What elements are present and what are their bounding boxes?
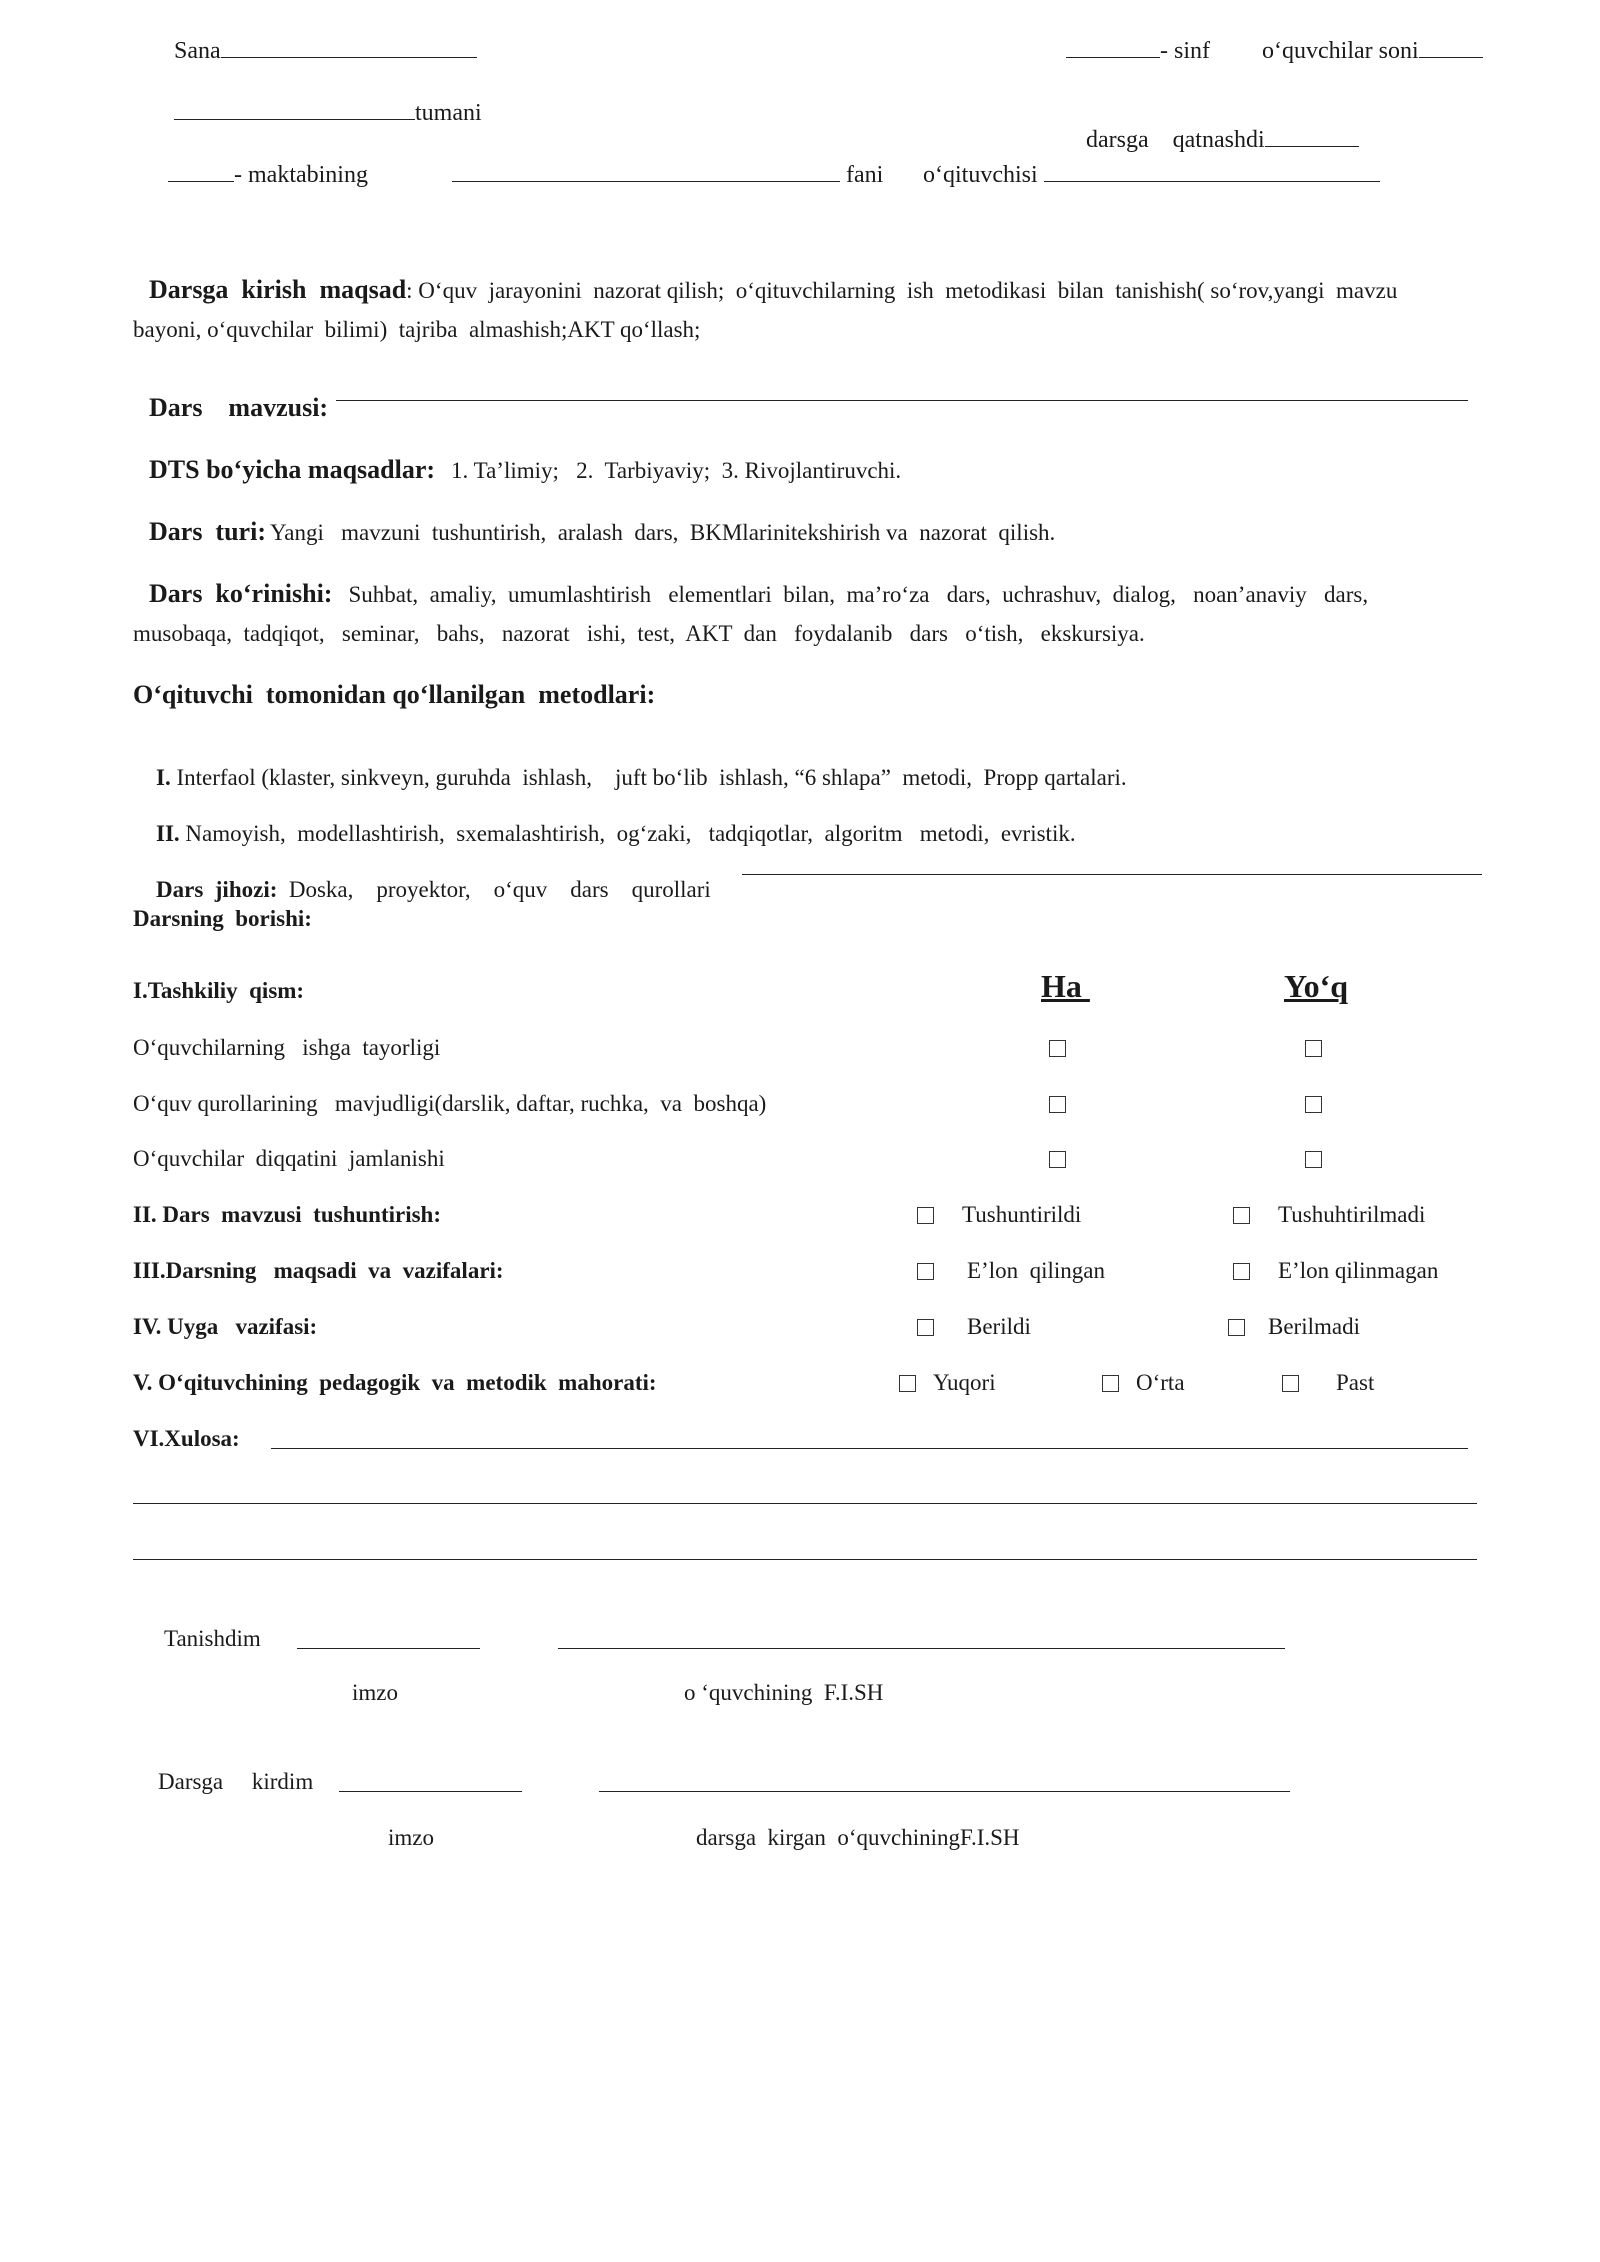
tumani-row [174,100,482,127]
section-vi-label-text: VI.Xulosa: [133,1426,240,1451]
turi-label: Dars turi: [149,517,266,546]
turi-row [133,499,1055,565]
elon-qilinmagan-checkbox[interactable] [1233,1263,1250,1280]
sinf-row [1066,38,1210,65]
tashkiliy-row-2-yoq-checkbox[interactable] [1305,1096,1322,1113]
tashkiliy-row-2: O‘quv qurollarining mavjudligi(darslik, daftar, ruchka, va boshqa) [133,1091,767,1116]
dts-row [133,437,901,503]
section-iii-label-text: III.Darsning maqsadi va vazifalari: [133,1258,504,1283]
past-label: Past [1336,1370,1375,1395]
oqituvchi-label: o‘qituvchisi [923,162,1038,188]
tashkiliy-row-1-yoq-checkbox[interactable] [1305,1040,1322,1057]
oquvchilar-soni-row [1262,38,1483,65]
fish-2-caption: darsga kirgan o‘quvchiningF.I.SH [696,1825,1020,1850]
tanishdim-imzo-blank[interactable] [297,1648,480,1649]
tumani-blank[interactable] [174,119,415,120]
sana-blank[interactable] [221,57,477,58]
elon-qilingan-checkbox[interactable] [917,1263,934,1280]
darsga-kirdim-imzo-blank[interactable] [339,1791,522,1792]
tashkiliy-row-1-ha-checkbox[interactable] [1049,1040,1066,1057]
qatnashdi-blank[interactable] [1265,146,1359,147]
maqsad-text-1: : O‘quv jarayonini nazorat qilish; o‘qituvchilarning ish metodikasi bilan tanishish( so‘rov,yangi mavzu [406,278,1398,303]
mavzu-blank[interactable] [336,400,1468,401]
maqsad-label: Darsga kirish maqsad [149,275,407,304]
ha-header: Ha [1041,968,1090,1004]
borishi-label-text: Darsning borishi: [133,906,312,931]
yoq-header: Yo‘q [1284,968,1349,1004]
borishi-label [133,906,312,932]
maktab-blank[interactable] [168,181,234,182]
oqituvchi-row [923,162,1380,189]
tashkiliy-row-3-yoq-checkbox[interactable] [1305,1151,1322,1168]
sana-row [174,38,477,65]
maktab-row [168,162,368,189]
tashkiliy-label [133,978,304,1004]
metod-i-num: I. [156,765,171,790]
orta-checkbox[interactable] [1102,1375,1119,1392]
section-iii-label [133,1258,504,1284]
berilmadi-checkbox[interactable] [1228,1319,1245,1336]
tushuntirilmadi-checkbox[interactable] [1233,1207,1250,1224]
jihozi-text: Doska, proyektor, o‘quv dars qurollari [288,877,711,902]
turi-text: Yangi mavzuni tushuntirish, aralash dars, BKMlarinitekshirish va nazorat qilish. [269,520,1056,545]
imzo-1-caption: imzo [352,1680,398,1705]
metod-ii-text: Namoyish, modellashtirish, sxemalashtirish, og‘zaki, tadqiqotlar, algoritm metodi, evristik. [185,821,1076,846]
maktab-label: - maktabining [234,162,368,188]
tushuntirildi-label: Tushuntirildi [962,1202,1082,1227]
fani-label: fani [846,162,884,188]
korinishi-text-2: musobaqa, tadqiqot, seminar, bahs, nazorat ishi, test, AKT dan foydalanib dars o‘tish, ekskursiya. [133,621,1145,646]
orta-label: O‘rta [1136,1370,1185,1395]
metod-ii-num: II. [156,821,180,846]
mavzu-row [133,375,328,441]
metod-i-text: Interfaol (klaster, sinkveyn, guruhda ishlash, juft bo‘lib ishlash, “6 shlapa” metodi, Propp qartalari. [176,765,1127,790]
past-checkbox[interactable] [1282,1375,1299,1392]
korinishi-row [133,561,1368,627]
oquvchilar-soni-label: o‘quvchilar soni [1262,38,1419,64]
sinf-label: - sinf [1160,38,1210,64]
section-v-label [133,1370,657,1396]
tumani-label: tumani [415,100,482,126]
section-v-label-text: V. O‘qituvchining pedagogik va metodik mahorati: [133,1370,657,1395]
tashkiliy-row-1: O‘quvchilarning ishga tayorligi [133,1035,441,1060]
oquvchilar-soni-blank[interactable] [1419,57,1483,58]
berildi-checkbox[interactable] [917,1319,934,1336]
elon-qilingan-label: E’lon qilingan [967,1258,1105,1283]
korinishi-label: Dars ko‘rinishi: [149,579,333,608]
korinishi-text-1: Suhbat, amaliy, umumlashtirish elementlari bilan, ma’ro‘za dars, uchrashuv, dialog, noan’anaviy dars, [348,582,1369,607]
xulosa-line-3[interactable] [133,1559,1477,1560]
yuqori-checkbox[interactable] [899,1375,916,1392]
metodlar-label: O‘qituvchi tomonidan qo‘llanilgan metodlari: [133,680,656,709]
fani-row [452,162,883,189]
fani-blank[interactable] [452,181,840,182]
xulosa-line-1[interactable] [271,1448,1468,1449]
qatnashdi-label: darsga qatnashdi [1086,127,1265,153]
tanishdim-fish-blank[interactable] [558,1648,1285,1649]
tanishdim-label: Tanishdim [164,1626,261,1651]
jihozi-label: Dars jihozi: [156,877,278,902]
tashkiliy-row-2-ha-checkbox[interactable] [1049,1096,1066,1113]
darsga-kirdim-fish-blank[interactable] [599,1791,1290,1792]
tashkiliy-row-3: O‘quvchilar diqqatini jamlanishi [133,1146,445,1171]
oqituvchi-blank[interactable] [1044,181,1380,182]
berildi-label: Berildi [967,1314,1031,1339]
tushuntirilmadi-label: Tushuhtirilmadi [1278,1202,1426,1227]
tashkiliy-row-3-ha-checkbox[interactable] [1049,1151,1066,1168]
section-ii-label [133,1202,441,1228]
sinf-blank[interactable] [1066,57,1160,58]
mavzu-label: Dars mavzusi: [149,393,329,422]
section-iv-label-text: IV. Uyga vazifasi: [133,1314,318,1339]
section-iv-label [133,1314,317,1340]
elon-qilinmagan-label: E’lon qilinmagan [1278,1258,1439,1283]
xulosa-line-2[interactable] [133,1503,1477,1504]
tushuntirildi-checkbox[interactable] [917,1207,934,1224]
maqsad-line-1 [133,257,1397,323]
section-vi-label [133,1426,240,1452]
jihozi-blank[interactable] [742,874,1482,875]
yuqori-label: Yuqori [933,1370,996,1395]
darsga-kirdim-label: Darsga kirdim [158,1769,314,1794]
maqsad-text-2: bayoni, o‘quvchilar bilimi) tajriba almashish;AKT qo‘llash; [133,317,701,342]
section-ii-label-text: II. Dars mavzusi tushuntirish: [133,1202,441,1227]
dts-text: 1. Ta’limiy; 2. Tarbiyaviy; 3. Rivojlantiruvchi. [451,458,902,483]
fish-1-caption: o ‘quvchining F.I.SH [684,1680,884,1705]
tashkiliy-label-text: I.Tashkiliy qism: [133,978,305,1003]
berilmadi-label: Berilmadi [1268,1314,1360,1339]
imzo-2-caption: imzo [388,1825,434,1850]
sana-label: Sana [174,38,221,64]
dts-label: DTS bo‘yicha maqsadlar: [149,455,436,484]
